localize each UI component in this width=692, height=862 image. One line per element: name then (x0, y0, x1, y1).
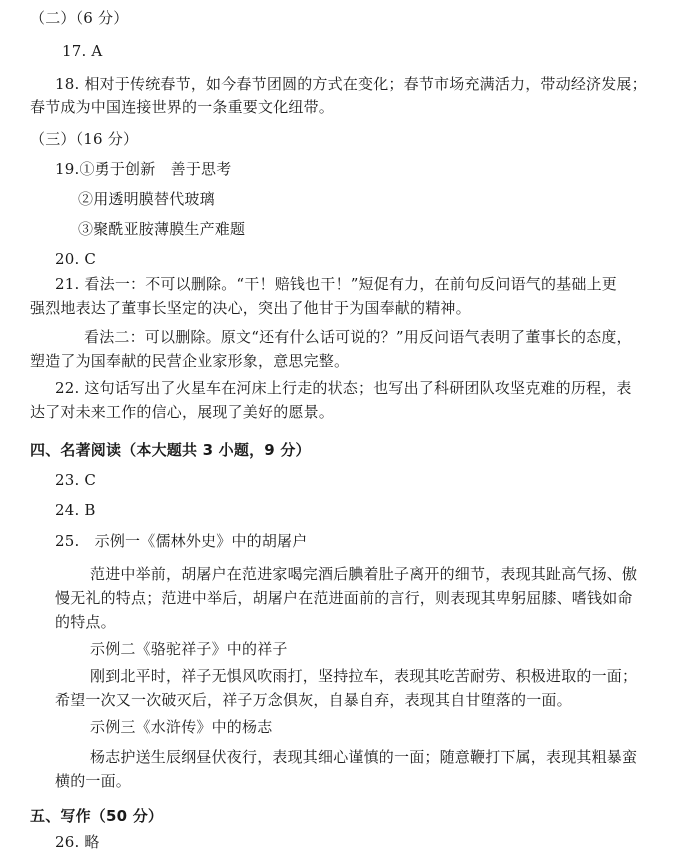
answer-21-line-4: 塑造了为国奉献的民营企业家形象，意思完整。 (30, 352, 350, 370)
answer-26: 26. 略 (55, 833, 100, 851)
answer-25-example-2-line-2: 希望一次又一次破灭后，祥子万念俱灰，自暴自弃，表现其自甘堕落的一面。 (55, 691, 572, 709)
answer-22-line-1: 22. 这句话写出了火星车在河床上行走的状态；也写出了科研团队攻坚克难的历程，表 (55, 379, 632, 397)
answer-23: 23. C (55, 471, 97, 489)
section-3-heading: （三）（16 分） (30, 130, 139, 148)
answer-21-line-3: 看法二：可以删除。原文“还有什么话可说的？”用反问语气表明了董事长的态度， (84, 328, 632, 346)
answer-18-line-1: 18. 相对于传统春节，如今春节团圆的方式在变化；春节市场充满活力，带动经济发展； (55, 75, 647, 93)
answer-19-item-2: ②用透明膜替代玻璃 (78, 190, 215, 208)
section-5-heading: 五、写作（50 分） (30, 807, 164, 825)
answer-25-example-1-line-2: 慢无礼的特点；范进中举后，胡屠户在范进面前的言行，则表现其卑躬屈膝、嗜钱如命 (55, 589, 633, 607)
answer-25-example-3-title: 示例三《水浒传》中的杨志 (90, 718, 273, 736)
answer-17: 17. A (62, 42, 103, 60)
answer-20: 20. C (55, 250, 97, 268)
answer-25-example-1-line-3: 的特点。 (55, 613, 116, 631)
answer-18-line-2: 春节成为中国连接世界的一条重要文化纽带。 (30, 98, 335, 116)
answer-25-example-2-title: 示例二《骆驼祥子》中的祥子 (90, 640, 288, 658)
answer-22-line-2: 达了对未来工作的信心，展现了美好的愿景。 (30, 403, 335, 421)
answer-25-example-1-line-1: 范进中举前，胡屠户在范进家喝完酒后腆着肚子离开的细节，表现其趾高气扬、傲 (90, 565, 638, 583)
answer-25-example-2-line-1: 刚到北平时，祥子无惧风吹雨打，坚持拉车，表现其吃苦耐劳、积极进取的一面； (90, 667, 638, 685)
answer-21-line-2: 强烈地表达了董事长坚定的决心，突出了他甘于为国奉献的精神。 (30, 299, 471, 317)
answer-21-line-1: 21. 看法一：不可以删除。“干！赔钱也干！”短促有力，在前句反问语气的基础上更 (55, 275, 617, 293)
section-4-heading: 四、名著阅读（本大题共 3 小题，9 分） (30, 441, 311, 459)
answer-19-item-3: ③聚酰亚胺薄膜生产难题 (78, 220, 246, 238)
answer-25-title: 25. 示例一《儒林外史》中的胡屠户 (55, 532, 308, 550)
answer-19-item-1: 19.①勇于创新 善于思考 (55, 160, 232, 178)
answer-25-example-3-line-1: 杨志护送生辰纲昼伏夜行，表现其细心谨慎的一面；随意鞭打下属，表现其粗暴蛮 (90, 748, 638, 766)
answer-25-example-3-line-2: 横的一面。 (55, 772, 132, 790)
section-2-heading: （二）（6 分） (30, 9, 129, 27)
answer-24: 24. B (55, 501, 96, 519)
